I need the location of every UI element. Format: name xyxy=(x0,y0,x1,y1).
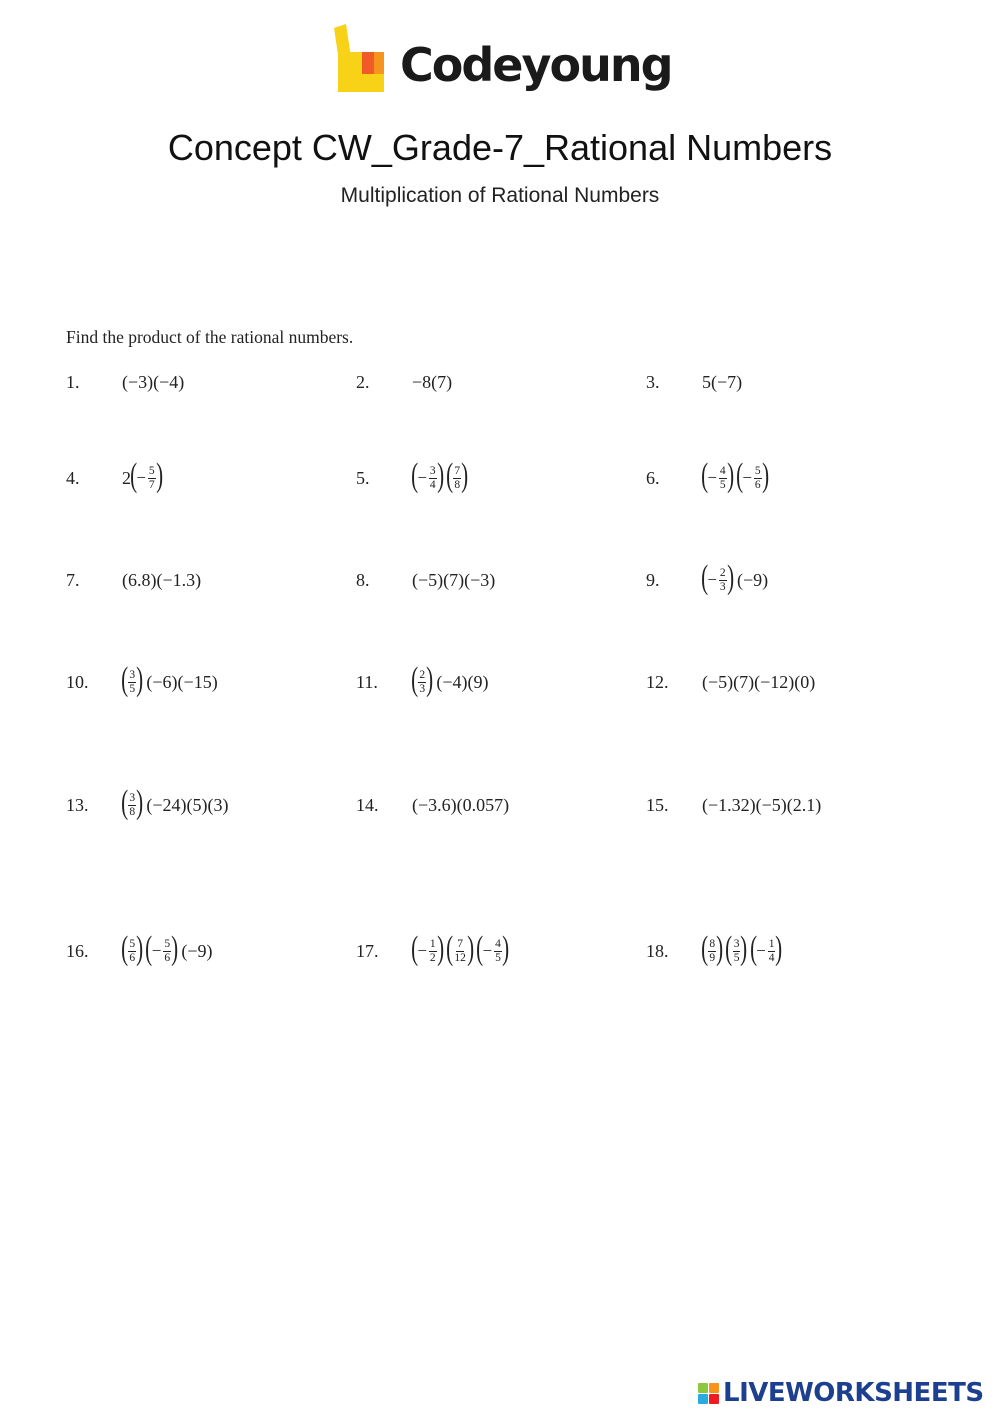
fraction: $\frac{3}{8}$ xyxy=(129,792,136,818)
problem-expression: ( $\frac{8}{9}$ ) ( $\frac{3}{5}$ ) ( − $\frac{1}{4}$ ) xyxy=(701,930,783,967)
fraction: $\frac{3}{5}$ xyxy=(129,669,136,695)
problem-number: 1. xyxy=(66,371,80,392)
problem-number: 6. xyxy=(646,467,660,488)
problem-item xyxy=(356,458,471,498)
fraction: $\frac{4}{5}$ xyxy=(495,938,501,964)
codeyoung-logo-icon xyxy=(332,24,388,96)
problem-number: 16. xyxy=(66,940,89,961)
fraction: $\frac{3}{5}$ xyxy=(733,938,740,964)
codeyoung-logo xyxy=(332,24,672,104)
fraction: $\frac{3}{4}$ xyxy=(429,465,436,491)
problem-expression: (−5) (7) (−3) xyxy=(412,569,496,590)
problem-number: 7. xyxy=(66,569,80,590)
problem-expression: 2 ( − $\frac{5}{7}$ ) xyxy=(122,457,163,494)
problem-number: 9. xyxy=(646,569,660,590)
fraction: $\frac{7}{8}$ xyxy=(454,465,461,491)
problem-item xyxy=(66,785,229,825)
problem-expression: ( $\frac{2}{3}$ ) (−4) (9) xyxy=(411,661,489,698)
page-subtitle: Multiplication of Rational Numbers xyxy=(340,184,660,207)
fraction: $\frac{4}{5}$ xyxy=(719,465,726,491)
problem-expression: (6.8) (−1.3) xyxy=(122,569,202,590)
problem-item xyxy=(356,785,509,825)
problem-item xyxy=(646,362,742,402)
problem-item xyxy=(66,931,213,971)
fraction: $\frac{5}{6}$ xyxy=(164,938,171,964)
problem-expression: ( − $\frac{1}{2}$ ) ( $\frac{7}{12}$ ) ( − $\frac{4}{5}$ ) xyxy=(411,930,510,967)
problem-number: 11. xyxy=(356,671,378,692)
problem-item xyxy=(646,785,821,825)
fraction: $\frac{7}{12}$ xyxy=(454,938,466,964)
problem-number: 17. xyxy=(356,940,379,961)
liveworksheets-footer xyxy=(698,1378,984,1408)
problem-number: 8. xyxy=(356,569,370,590)
instructions: Find the product of the rational numbers. xyxy=(66,327,354,347)
problem-item xyxy=(646,931,786,971)
problem-number: 13. xyxy=(66,794,89,815)
problem-expression: ( $\frac{3}{8}$ ) (−24) (5) (3) xyxy=(121,784,229,821)
problem-number: 10. xyxy=(66,671,89,692)
fraction: $\frac{5}{7}$ xyxy=(148,465,155,491)
liveworksheets-logo-icon xyxy=(698,1383,719,1404)
problem-number: 15. xyxy=(646,794,669,815)
page-title: Concept CW_Grade-7_Rational Numbers xyxy=(167,127,833,168)
fraction: $\frac{5}{6}$ xyxy=(129,938,136,964)
fraction: $\frac{5}{6}$ xyxy=(754,465,761,491)
problem-expression: (−5) (7) (−12) (0) xyxy=(702,671,816,692)
problem-item xyxy=(646,560,768,600)
problem-item xyxy=(356,662,489,702)
problem-expression: ( − $\frac{4}{5}$ ) ( − $\frac{5}{6}$ ) xyxy=(701,457,769,494)
problem-item xyxy=(66,560,201,600)
problem-number: 14. xyxy=(356,794,379,815)
problem-item xyxy=(66,362,184,402)
problem-expression: 5 (−7) xyxy=(702,371,743,392)
problem-number: 5. xyxy=(356,467,370,488)
problem-item xyxy=(356,931,512,971)
problem-expression: ( $\frac{5}{6}$ ) ( − $\frac{5}{6}$ ) (−9) xyxy=(121,930,213,967)
problem-expression: ( − $\frac{3}{4}$ ) ( $\frac{7}{8}$ ) xyxy=(411,457,469,494)
fraction: $\frac{2}{3}$ xyxy=(419,669,426,695)
problem-expression: (−3.6) (0.057) xyxy=(412,794,510,815)
footer-brand: LIVEWORKSHEETS xyxy=(723,1378,984,1408)
fraction: $\frac{8}{9}$ xyxy=(709,938,716,964)
problem-expression: ( $\frac{3}{5}$ ) (−6) (−15) xyxy=(121,661,218,698)
problem-item xyxy=(646,662,815,702)
problem-expression: ( − $\frac{2}{3}$ ) (−9) xyxy=(701,559,769,596)
problem-number: 3. xyxy=(646,371,660,392)
problem-item xyxy=(356,362,452,402)
problem-number: 12. xyxy=(646,671,669,692)
problem-item xyxy=(356,560,495,600)
problem-item xyxy=(646,458,772,498)
problem-expression: (−3) (−4) xyxy=(122,371,185,392)
brand-name: Codeyoung xyxy=(400,38,672,92)
fraction: $\frac{2}{3}$ xyxy=(719,567,726,593)
problem-item xyxy=(66,458,166,498)
problem-number: 18. xyxy=(646,940,669,961)
problem-number: 4. xyxy=(66,467,80,488)
problem-expression: −8 (7) xyxy=(412,371,453,392)
problem-item xyxy=(66,662,218,702)
fraction: $\frac{1}{2}$ xyxy=(429,938,436,964)
fraction: $\frac{1}{4}$ xyxy=(768,938,775,964)
problem-expression: (−1.32) (−5) (2.1) xyxy=(702,794,822,815)
problem-number: 2. xyxy=(356,371,370,392)
